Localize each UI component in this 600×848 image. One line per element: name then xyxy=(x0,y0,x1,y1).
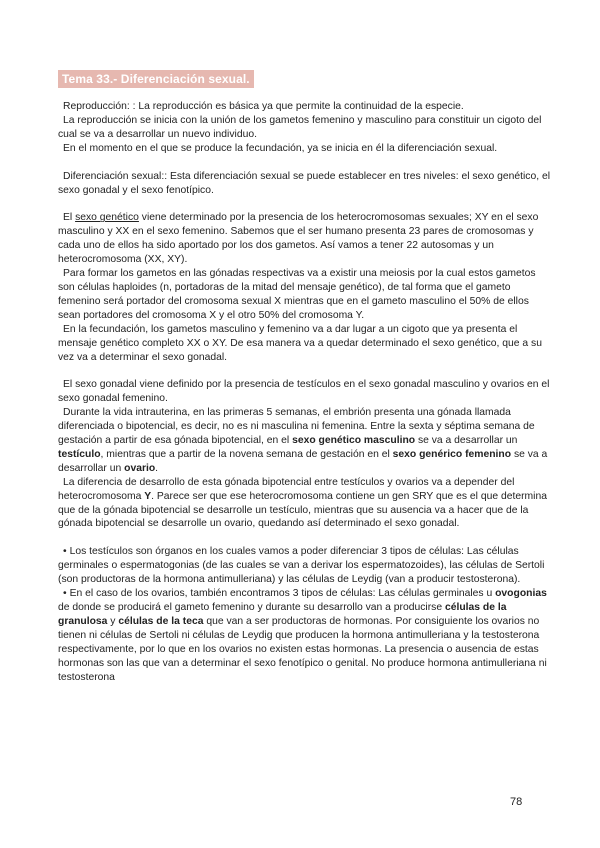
text-run: La diferencia de desarrollo de esta gónada bipotencial entre testículos y ovarios va a depender del heterocromosoma xyxy=(58,476,515,502)
paragraph-gonada-bipotencial xyxy=(58,476,552,532)
text-run: . xyxy=(155,462,159,474)
paragraph-vida-intrauterina xyxy=(58,406,552,476)
chapter-title: Tema 33.- Diferenciación sexual. xyxy=(58,70,254,88)
page-number: 78 xyxy=(510,796,523,808)
paragraph-meiosis: Para formar los gametos en las gónadas respectivas va a existir una meiosis por la cual estos gametos son células haploides (n, portadoras de la mitad del mensaje genético), de tal forma que el gameto femenino será portador del cromosoma sexual X mientras que en el gameto masculino el 50% de ellos sean portadores del cromosoma X y el otro 50% del cromosoma Y. xyxy=(58,268,536,321)
underlined-term-sexo-genetico: sexo genético xyxy=(75,212,139,224)
bold-term: células de la granulosa xyxy=(58,602,507,627)
text-run: Durante la vida intrauterina, en las primeras 5 semanas, el embrión presenta una gónada llamada diferenciada o bipotencial, es decir, no es ni masculina ni femenina. Entre la sexta y séptima semana de gestación a partir de esa gónada bipotencial, en el xyxy=(58,407,535,447)
paragraph-reproduccion: Reproducción: : La reproducción es básica ya que permite la continuidad de la especie. xyxy=(63,101,464,112)
spacer xyxy=(58,197,552,211)
spacer xyxy=(58,531,552,545)
paragraph-sexo-gonadal: El sexo gonadal viene definido por la presencia de testículos en el sexo gonadal masculino y ovarios en el sexo gonadal femenino. xyxy=(58,379,550,405)
document-body xyxy=(58,100,552,684)
bold-term: testículo xyxy=(58,448,101,460)
bold-term: ovario xyxy=(124,462,156,474)
text-run: y xyxy=(107,615,119,627)
text-run: , mientras que a partir de la novena semana de gestación en el xyxy=(100,448,393,460)
text-run: que van a ser productoras de hormonas. Por consiguiente los ovarios no tienen ni células de Sertoli ni células de Leydig que producen la hormona antimulleriana y la testosterona respectivamente, por lo que en los ovarios no existen estas hormonas. La presencia o ausencia de estas hormonas son las que van a determinar el sexo fenotípico o genital. No produce hormona antimulleriana ni testosterona xyxy=(58,615,547,683)
text-run: de donde se producirá el gameto femenino y durante su desarrollo van a producirse xyxy=(58,602,445,613)
bold-term: Y xyxy=(144,490,152,502)
paragraph-diferenciacion-sexual: Diferenciación sexual:: Esta diferenciación sexual se puede establecer en tres niveles: el sexo genético, el sexo gonadal y el sexo fenotípico. xyxy=(58,170,551,196)
text-run: se va a desarrollar un xyxy=(415,435,518,447)
paragraph-sexo-genetico xyxy=(58,211,552,267)
text-run: viene determinado por la presencia de los heterocromosomas sexuales; XY en el sexo masculino y XX en el sexo femenino. Sabemos que el ser humano presenta 23 pares de cromosomas y cada uno de ellos ha sido aportado por los dos gametos. Así vamos a tener 22 autosomas y un heterocromosoma (XX, XY). xyxy=(58,212,539,266)
bold-term: ovogonias xyxy=(495,588,547,600)
spacer xyxy=(58,156,552,170)
bold-term: sexo genérico femenino xyxy=(392,448,512,460)
bullet-item-testiculos: • Los testículos son órganos en los cuales vamos a poder diferenciar 3 tipos de células: Las células germinales o espermatogonias (de las cuales se van a derivar los espermatozoides), las células de Sertoli (son productoras de la hormona antimulleriana) y las células de Leydig (van a producir testosterona). xyxy=(58,545,552,587)
paragraph-union-gametos: La reproducción se inicia con la unión de los gametos femenino y masculino para constituir un cigoto del cual se va a desarrollar un nuevo individuo. xyxy=(58,114,542,140)
text-run: El xyxy=(63,212,76,224)
text-run: se va a desarrollar un xyxy=(58,448,548,474)
text-run: . Parece ser que ese heterocromosoma contiene un gen SRY que es el que determina que de la gónada bipotencial se desarrolle un testículo, mientras que su ausencia va a hacer que de la gónada bipotencial se desarrolle un ovario, quedando así determinado el sexo gonadal. xyxy=(58,490,547,530)
bullet-item-ovarios xyxy=(58,587,552,684)
paragraph-fecundacion: En el momento en el que se produce la fecundación, ya se inicia en él la diferenciación sexual. xyxy=(63,142,498,154)
paragraph-cigoto: En la fecundación, los gametos masculino y femenino va a dar lugar a un cigoto que ya presenta el mensaje genético completo XX o XY. De esa manera va a quedar determinado el sexo genético, que a su vez va a determinar el sexo gonadal. xyxy=(58,323,542,363)
spacer xyxy=(58,364,552,378)
bold-term: sexo genético masculino xyxy=(292,435,416,447)
bold-term: células de la teca xyxy=(118,615,204,627)
text-run: En el caso de los ovarios, también encontramos 3 tipos de células: Las células germinales u xyxy=(69,588,496,600)
